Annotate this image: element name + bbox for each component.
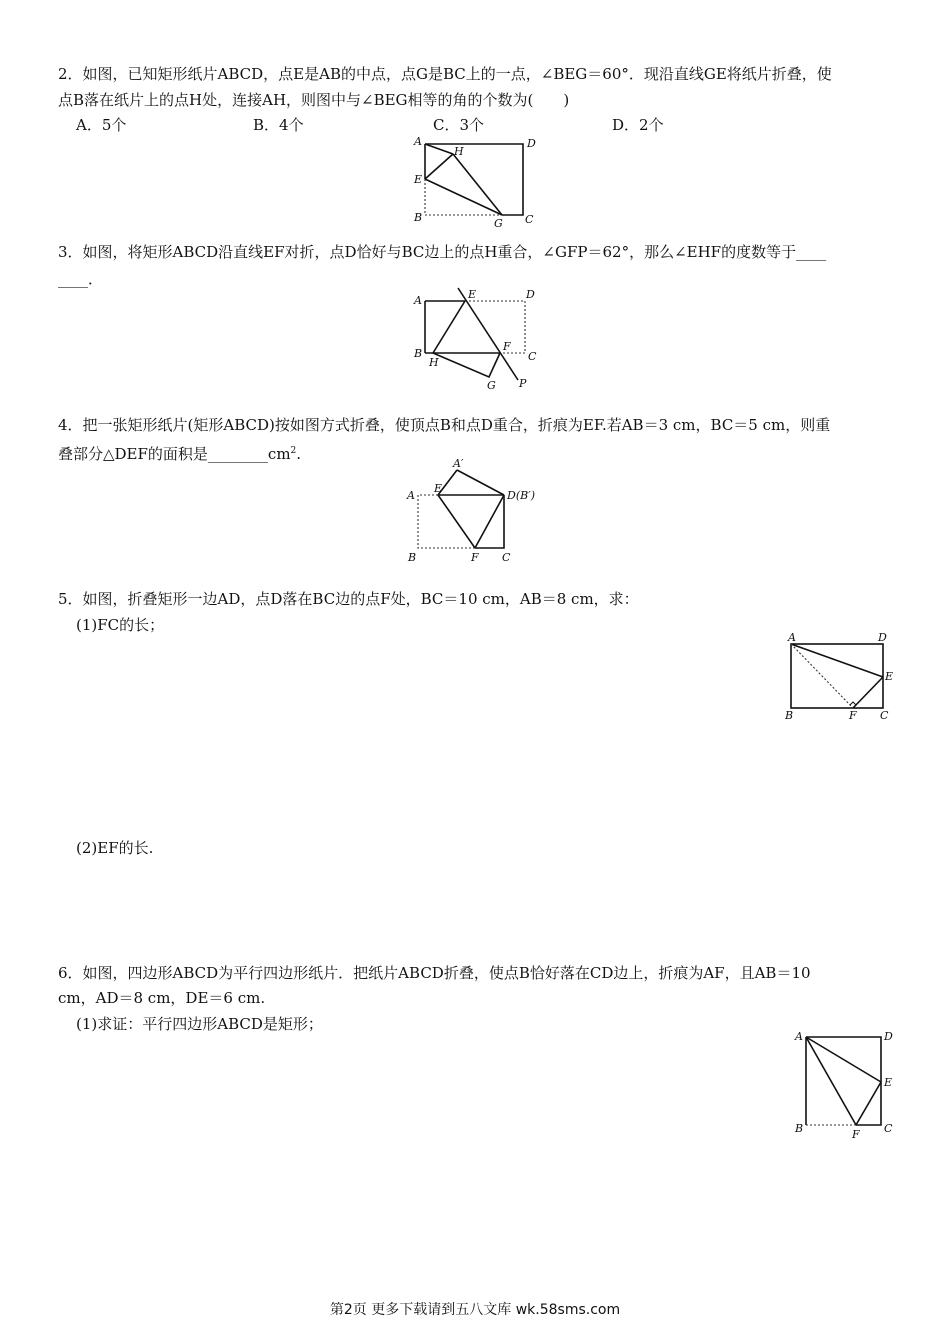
q5-label-f: F [849,709,857,722]
q4-figure [400,455,550,570]
q3-text-line2: ____． [58,270,104,288]
q3-line-eh [433,301,465,353]
q5-rect-abcd [791,644,883,708]
q2-line-ah [425,144,453,154]
q6-line-ae [806,1037,881,1082]
q6-line-af [806,1037,856,1125]
q4-text-line1: 4．把一张矩形纸片(矩形ABCD)按如图方式折叠，使顶点B和点D重合，折痕为EF.若AB＝3 cm，BC＝5 cm，则重 [58,416,831,434]
q4-label-f: F [471,551,479,564]
q6-text-line1: 6．如图，四边形ABCD为平行四边形纸片．把纸片ABCD折叠，使点B恰好落在CD边上，折痕为AF，且AB＝10 [58,964,811,982]
q4-line-df [475,495,504,548]
q4-text-line2-end: . [296,445,302,463]
q6-rect-adcf [806,1037,881,1125]
q2-label-h: H [454,145,464,158]
q2-label-b: B [414,211,423,224]
q4-label-a-prime: A′ [453,457,464,470]
q6-label-c: C [884,1122,893,1135]
q4-label-e: E [434,482,443,495]
q2-option-a: A．5个 [76,116,127,134]
q2-text-line1: 2．如图，已知矩形纸片ABCD，点E是AB的中点，点G是BC上的一点，∠BEG＝60°．现沿直线GE将纸片折叠，使 [58,65,832,83]
q4-line-ef [438,495,475,548]
q2-line-hg [453,154,502,215]
q4-text-line2-main: 叠部分△DEF的面积是________cm [58,445,291,463]
q2-line-eg [425,179,502,215]
q4-line-a1d [457,470,504,495]
q6-label-a: A [795,1030,803,1043]
q3-label-p: P [519,377,527,390]
q4-label-a: A [407,489,415,502]
q3-label-a: A [414,294,422,307]
q3-label-c: C [528,350,537,363]
q5-label-c: C [880,709,889,722]
q2-label-a: A [414,135,422,148]
q5-line-fe [853,677,883,708]
q2-label-g: G [494,217,503,230]
q4-label-d-bprime: D(B′) [507,489,535,502]
q3-label-e: E [468,288,477,301]
q5-text-line1: 5．如图，折叠矩形一边AD，点D落在BC边的点F处，BC＝10 cm，AB＝8 cm，求： [58,590,639,608]
q4-label-b: B [408,551,417,564]
q6-label-b: B [795,1122,804,1135]
q2-option-d: D．2个 [612,116,664,134]
q2-option-c: C．3个 [433,116,485,134]
q5-label-d: D [878,631,887,644]
q2-figure [405,132,545,232]
q5-label-b: B [785,709,794,722]
q6-line-ef [856,1082,881,1125]
q6-part1: (1)求证：平行四边形ABCD是矩形； [76,1015,323,1033]
q3-label-d: D [526,288,535,301]
q5-part1: (1)FC的长； [76,616,165,634]
q3-label-g: G [487,379,496,392]
q6-label-f: F [852,1128,860,1141]
page-footer: 第2页 更多下载请到五八文库 wk.58sms.com [329,1302,621,1318]
q3-label-h: H [429,356,439,369]
q2-option-b: B．4个 [253,116,304,134]
q4-dashed-aeb-bf [418,495,475,548]
q4-label-c: C [502,551,511,564]
q6-figure [790,1025,900,1145]
q5-line-ae [791,644,883,677]
q3-label-f: F [503,340,511,353]
q5-label-a: A [788,631,796,644]
q4-text-line2 [58,440,301,465]
q6-label-d: D [884,1030,893,1043]
q3-label-b: B [414,347,423,360]
q5-figure [780,628,900,728]
q4-unit-superscript: 2 [290,446,297,456]
q3-figure [405,283,555,393]
q3-text-line1: 3．如图，将矩形ABCD沿直线EF对折，点D恰好与BC边上的点H重合，∠GFP＝62°，那么∠EHF的度数等于____ [58,243,827,261]
q6-text-line2: cm，AD＝8 cm，DE＝6 cm. [58,989,266,1007]
q2-label-c: C [525,213,534,226]
q2-label-d: D [527,137,536,150]
q2-text-line2: 点B落在纸片上的点H处，连接AH，则图中与∠BEG相等的角的个数为( ) [58,91,570,109]
q3-fold-line-p [458,288,518,380]
q5-dashed-af [791,644,853,708]
q3-folded-hgf [433,353,500,377]
q6-label-e: E [884,1076,893,1089]
q5-part2: (2)EF的长. [76,839,154,857]
q2-line-eh [425,154,453,179]
q2-label-e: E [414,173,423,186]
q5-label-e: E [885,670,894,683]
